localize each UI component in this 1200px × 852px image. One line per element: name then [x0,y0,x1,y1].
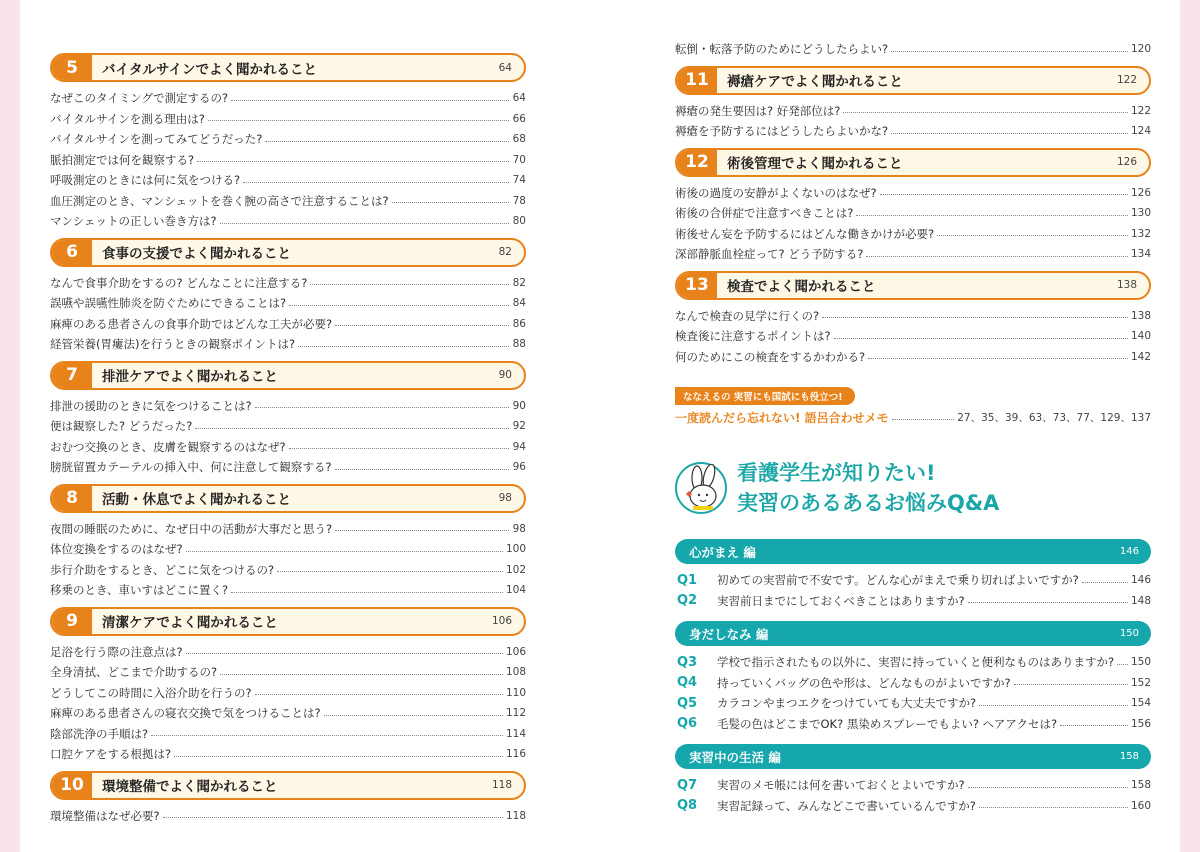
qa-number: Q2 [677,593,698,609]
memo-block [675,367,1151,427]
toc-item-text: 術後せん妄を予防するにはどんな働きかけが必要? [675,226,935,241]
toc-item-text: 褥瘡を予防するにはどうしたらよいかな? [675,124,889,139]
leader-dots [197,161,509,162]
toc-item-text: 誤嚥や誤嚥性肺炎を防ぐためにできることは? [50,296,287,311]
toc-item[interactable] [50,273,526,294]
toc-item-page: 110 [505,686,526,699]
toc-item[interactable] [675,101,1151,122]
leader-dots [979,705,1128,706]
toc-item-page: 78 [512,194,526,207]
toc-item-page: 132 [1130,227,1151,240]
toc-item[interactable] [50,560,526,581]
toc-item-text: 褥瘡の発生要因は? 好発部位は? [675,103,841,118]
section-number: 8 [52,486,92,511]
leader-dots [392,202,509,203]
toc-item-page: 140 [1130,330,1151,343]
section-header-8[interactable] [50,484,526,513]
toc-item-text: 術後の合併症で注意すべきことは? [675,206,854,221]
toc-item-text: マンシェットの正しい巻き方は? [50,214,217,229]
toc-item-page: 88 [512,338,526,351]
qa-group-title: 身だしなみ 編 [689,626,769,642]
toc-item-page: 116 [505,748,526,761]
leader-dots [195,428,509,429]
toc-item-page: 90 [512,399,526,412]
bunny-mascot-icon [675,462,727,514]
leader-dots [277,571,503,572]
leader-dots [310,284,509,285]
qa-number: Q4 [677,675,698,691]
page-edge-left [0,0,20,852]
qa-group-title: 実習中の生活 編 [689,749,781,765]
toc-item-text: 歩行介助をするとき、どこに気をつけるの? [50,562,275,577]
toc-item[interactable] [50,642,526,663]
toc-item[interactable] [675,244,1151,265]
section-page: 122 [1116,74,1137,86]
toc-item-text: 麻痺のある患者さんの寝衣交換で気をつけることは? [50,706,321,721]
section-header-9[interactable] [50,607,526,636]
section-title: 環境整備でよく聞かれること [102,779,278,795]
leader-dots [1082,582,1128,583]
toc-item-page: 134 [1130,248,1151,261]
qa-item-text: 持っていくバッグの色や形は、どんなものがよいですか? [717,675,1011,690]
qa-item-page: 160 [1130,799,1151,812]
qa-item-page: 156 [1130,717,1151,730]
leader-dots [891,133,1128,134]
leader-dots [255,407,509,408]
toc-item-text: おむつ交換のとき、皮膚を観察するのはなぜ? [50,439,286,454]
leader-dots [289,305,509,306]
toc-item-page: 122 [1130,104,1151,117]
qa-group-page: 150 [1119,628,1139,639]
qa-number: Q7 [677,777,698,793]
qa-number: Q5 [677,695,698,711]
leader-dots [335,530,509,531]
section-header-12[interactable] [675,148,1151,177]
toc-item-page: 142 [1130,350,1151,363]
toc-item[interactable] [50,129,526,150]
qa-number: Q1 [677,572,698,588]
toc-item[interactable] [50,437,526,458]
toc-item-text: なぜこのタイミングで測定するの? [50,91,229,106]
qa-item[interactable] [675,591,1151,612]
qa-group-header[interactable] [675,621,1151,646]
toc-item-page: 82 [512,276,526,289]
toc-item-page: 94 [512,440,526,453]
toc-item-text: 麻痺のある患者さんの食事介助ではどんな工夫が必要? [50,316,333,331]
qa-item-page: 150 [1130,656,1151,669]
section-page: 90 [498,369,512,381]
toc-item-page: 102 [505,563,526,576]
toc-item-page: 138 [1130,309,1151,322]
leader-dots [880,194,1128,195]
section-title: 検査でよく聞かれること [727,279,876,295]
toc-item-text: 便は観察した? どうだった? [50,419,193,434]
section-title: 排泄ケアでよく聞かれること [102,369,278,385]
toc-item[interactable] [50,416,526,437]
toc-item-text: 呼吸測定のときには何に気をつける? [50,173,241,188]
section-page: 138 [1116,279,1137,291]
leader-dots [856,215,1128,216]
toc-left-column [50,47,526,826]
toc-item[interactable] [675,39,1151,60]
toc-item-page: 68 [512,133,526,146]
section-title: バイタルサインでよく聞かれること [102,61,318,78]
toc-item[interactable] [50,109,526,130]
toc-item[interactable] [50,683,526,704]
leader-dots [892,419,955,420]
toc-item-text: 移乗のとき、車いすはどこに置く? [50,583,229,598]
memo-tag: ななえるの 実習にも国試にも役立つ! [675,387,855,405]
toc-item-page: 100 [505,543,526,556]
qa-item-page: 148 [1130,594,1151,607]
toc-item-page: 120 [1130,43,1151,56]
toc-item[interactable] [50,170,526,191]
section-number: 5 [52,55,92,80]
memo-title: 一度読んだら忘れない! 語呂合わせメモ [675,410,889,425]
toc-item-page: 106 [505,645,526,658]
section-page: 64 [498,61,512,74]
qa-number: Q8 [677,798,698,814]
leader-dots [186,653,503,654]
toc-item-page: 64 [512,92,526,105]
toc-item-text: バイタルサインを測ってみてどうだった? [50,132,263,147]
toc-item-text: 脈拍測定では何を観察する? [50,152,195,167]
toc-item-page: 84 [512,297,526,310]
toc-item[interactable] [675,347,1151,368]
toc-item-page: 118 [505,809,526,822]
toc-item-text: バイタルサインを測る理由は? [50,111,205,126]
leader-dots [335,469,509,470]
toc-item-text: なんで食事介助をするの? どんなことに注意する? [50,275,308,290]
leader-dots [243,182,509,183]
leader-dots [979,807,1128,808]
toc-item-text: 膀胱留置カテーテルの挿入中、何に注意して観察する? [50,460,332,475]
toc-item[interactable] [50,806,526,827]
toc-item[interactable] [50,457,526,478]
toc-item[interactable] [50,703,526,724]
section-title: 術後管理でよく聞かれること [727,156,903,172]
qa-number: Q3 [677,654,698,670]
qa-item[interactable] [675,714,1151,735]
toc-item-text: 全身清拭、どこまで介助するの? [50,665,218,680]
toc-item-page: 92 [512,420,526,433]
qa-item-page: 152 [1130,676,1151,689]
toc-item[interactable] [50,191,526,212]
memo-pages: 27、35、39、63、73、77、129、137 [957,411,1151,424]
toc-item-page: 124 [1130,125,1151,138]
toc-item[interactable] [50,211,526,232]
qa-item-text: 学校で指示されたもの以外に、実習に持っていくと便利なものはありますか? [717,655,1115,670]
toc-item-text: 排泄の援助のときに気をつけることは? [50,398,252,413]
section-number: 9 [52,609,92,634]
toc-item[interactable] [675,203,1151,224]
toc-item[interactable] [675,121,1151,142]
section-title: 清潔ケアでよく聞かれること [102,615,278,631]
toc-item[interactable] [50,88,526,109]
leader-dots [231,100,509,101]
toc-item-page: 130 [1130,207,1151,220]
qa-group-title: 心がまえ 編 [689,544,756,560]
toc-item-page: 126 [1130,186,1151,199]
qa-item[interactable] [675,796,1151,817]
leader-dots [255,694,503,695]
toc-item[interactable] [50,539,526,560]
qa-item-text: 実習前日までにしておくべきことはありますか? [717,593,965,608]
toc-item[interactable] [675,306,1151,327]
leader-dots [822,317,1128,318]
qa-item[interactable] [675,775,1151,796]
toc-item-text: 深部静脈血栓症って? どう予防する? [675,247,864,262]
toc-item[interactable] [675,224,1151,245]
qa-title-line1: 看護学生が知りたい! [737,461,936,485]
section-header-6[interactable] [50,238,526,267]
toc-item-text: 足浴を行う際の注意点は? [50,644,183,659]
toc-item-text: 転倒・転落予防のためにどうしたらよい? [675,42,889,57]
toc-item-page: 104 [505,584,526,597]
leader-dots [968,602,1128,603]
leader-dots [265,141,509,142]
qa-item[interactable] [675,673,1151,694]
leader-dots [298,346,509,347]
qa-title-line2: 実習のあるあるお悩みQ&A [737,491,1000,515]
section-page: 118 [491,779,512,791]
qa-item-text: 実習記録って、みんなどこで書いているんですか? [717,798,976,813]
leader-dots [174,756,503,757]
section-page: 126 [1116,156,1137,168]
leader-dots [324,715,503,716]
qa-item[interactable] [675,693,1151,714]
leader-dots [220,223,509,224]
toc-item-page: 114 [505,727,526,740]
section-number: 10 [52,773,92,798]
leader-dots [937,235,1128,236]
section-number: 12 [677,150,717,175]
memo-entry[interactable] [675,407,1151,427]
section-number: 6 [52,240,92,265]
toc-item[interactable] [50,724,526,745]
qa-item-text: 実習のメモ帳には何を書いておくとよいですか? [717,778,965,793]
toc-item-text: 環境整備はなぜ必要? [50,808,160,823]
qa-group-page: 158 [1119,751,1139,762]
toc-item-text: 口腔ケアをする根拠は? [50,747,172,762]
toc-item-page: 108 [505,666,526,679]
leader-dots [868,358,1128,359]
toc-item-text: どうしてこの時間に入浴介助を行うの? [50,685,252,700]
section-header-13[interactable] [675,271,1151,300]
qa-number: Q6 [677,716,698,732]
toc-right-column [675,39,1151,816]
toc-item[interactable] [50,744,526,765]
toc-item-page: 70 [512,153,526,166]
leader-dots [1014,684,1128,685]
toc-item-text: 術後の過度の安静がよくないのはなぜ? [675,185,877,200]
section-title: 食事の支援でよく聞かれること [102,246,291,262]
section-header-5[interactable] [50,53,526,82]
toc-item-text: なんで検査の見学に行くの? [675,308,820,323]
toc-item-text: 検査後に注意するポイントは? [675,329,831,344]
toc-item-text: 経管栄養(胃瘻法)を行うときの観察ポイントは? [50,337,296,352]
leader-dots [891,51,1128,52]
qa-item-text: 初めての実習前で不安です。どんな心がまえで乗り切ればよいですか? [717,573,1079,588]
qa-item-page: 146 [1130,574,1151,587]
section-number: 11 [677,68,717,93]
toc-item[interactable] [50,314,526,335]
toc-item-text: 夜間の睡眠のために、なぜ日中の活動が大事だと思う? [50,521,333,536]
section-title: 活動・休息でよく聞かれること [102,492,291,508]
page-edge-right [1180,0,1200,852]
toc-item-page: 96 [512,461,526,474]
qa-group-page: 146 [1119,546,1139,557]
toc-item-text: 体位変換をするのはなぜ? [50,542,183,557]
toc-item-page: 74 [512,174,526,187]
toc-item-page: 112 [505,707,526,720]
toc-item[interactable] [50,396,526,417]
qa-item[interactable] [675,570,1151,591]
qa-group-header[interactable] [675,744,1151,769]
qa-banner [675,447,1151,529]
qa-group-header[interactable] [675,539,1151,564]
leader-dots [163,817,503,818]
qa-item-text: 毛髪の色はどこまでOK? 黒染めスプレーでもよい? ヘアアクセは? [717,716,1058,731]
toc-item-text: 何のためにこの検査をするかわかる? [675,349,866,364]
qa-item-page: 158 [1130,779,1151,792]
leader-dots [231,592,503,593]
leader-dots [289,448,509,449]
toc-item[interactable] [675,326,1151,347]
leader-dots [866,256,1128,257]
section-number: 13 [677,273,717,298]
leader-dots [968,787,1128,788]
toc-item[interactable] [50,293,526,314]
toc-item[interactable] [50,334,526,355]
leader-dots [843,112,1128,113]
toc-item-page: 80 [512,215,526,228]
section-page: 106 [491,615,512,627]
section-header-7[interactable] [50,361,526,390]
toc-item-text: 血圧測定のとき、マンシェットを巻く腕の高さで注意することは? [50,193,389,208]
toc-item-text: 陰部洗浄の手順は? [50,726,149,741]
section-page: 82 [498,246,512,258]
section-number: 7 [52,363,92,388]
toc-item[interactable] [675,183,1151,204]
leader-dots [208,120,509,121]
toc-item[interactable] [50,150,526,171]
leader-dots [220,674,503,675]
leader-dots [151,735,503,736]
qa-item-text: カラコンやまつエクをつけていても大丈夫ですか? [717,696,977,711]
toc-item[interactable] [50,519,526,540]
toc-item[interactable] [50,580,526,601]
leader-dots [335,325,509,326]
leader-dots [834,338,1128,339]
section-title: 褥瘡ケアでよく聞かれること [727,74,903,90]
toc-item-page: 98 [512,522,526,535]
toc-item-page: 66 [512,112,526,125]
qa-item-page: 154 [1130,697,1151,710]
leader-dots [1060,725,1128,726]
toc-item-page: 86 [512,317,526,330]
leader-dots [1117,664,1128,665]
section-header-10[interactable] [50,771,526,800]
leader-dots [186,551,503,552]
toc-item[interactable] [50,662,526,683]
section-page: 98 [498,492,512,504]
section-header-11[interactable] [675,66,1151,95]
qa-item[interactable] [675,652,1151,673]
